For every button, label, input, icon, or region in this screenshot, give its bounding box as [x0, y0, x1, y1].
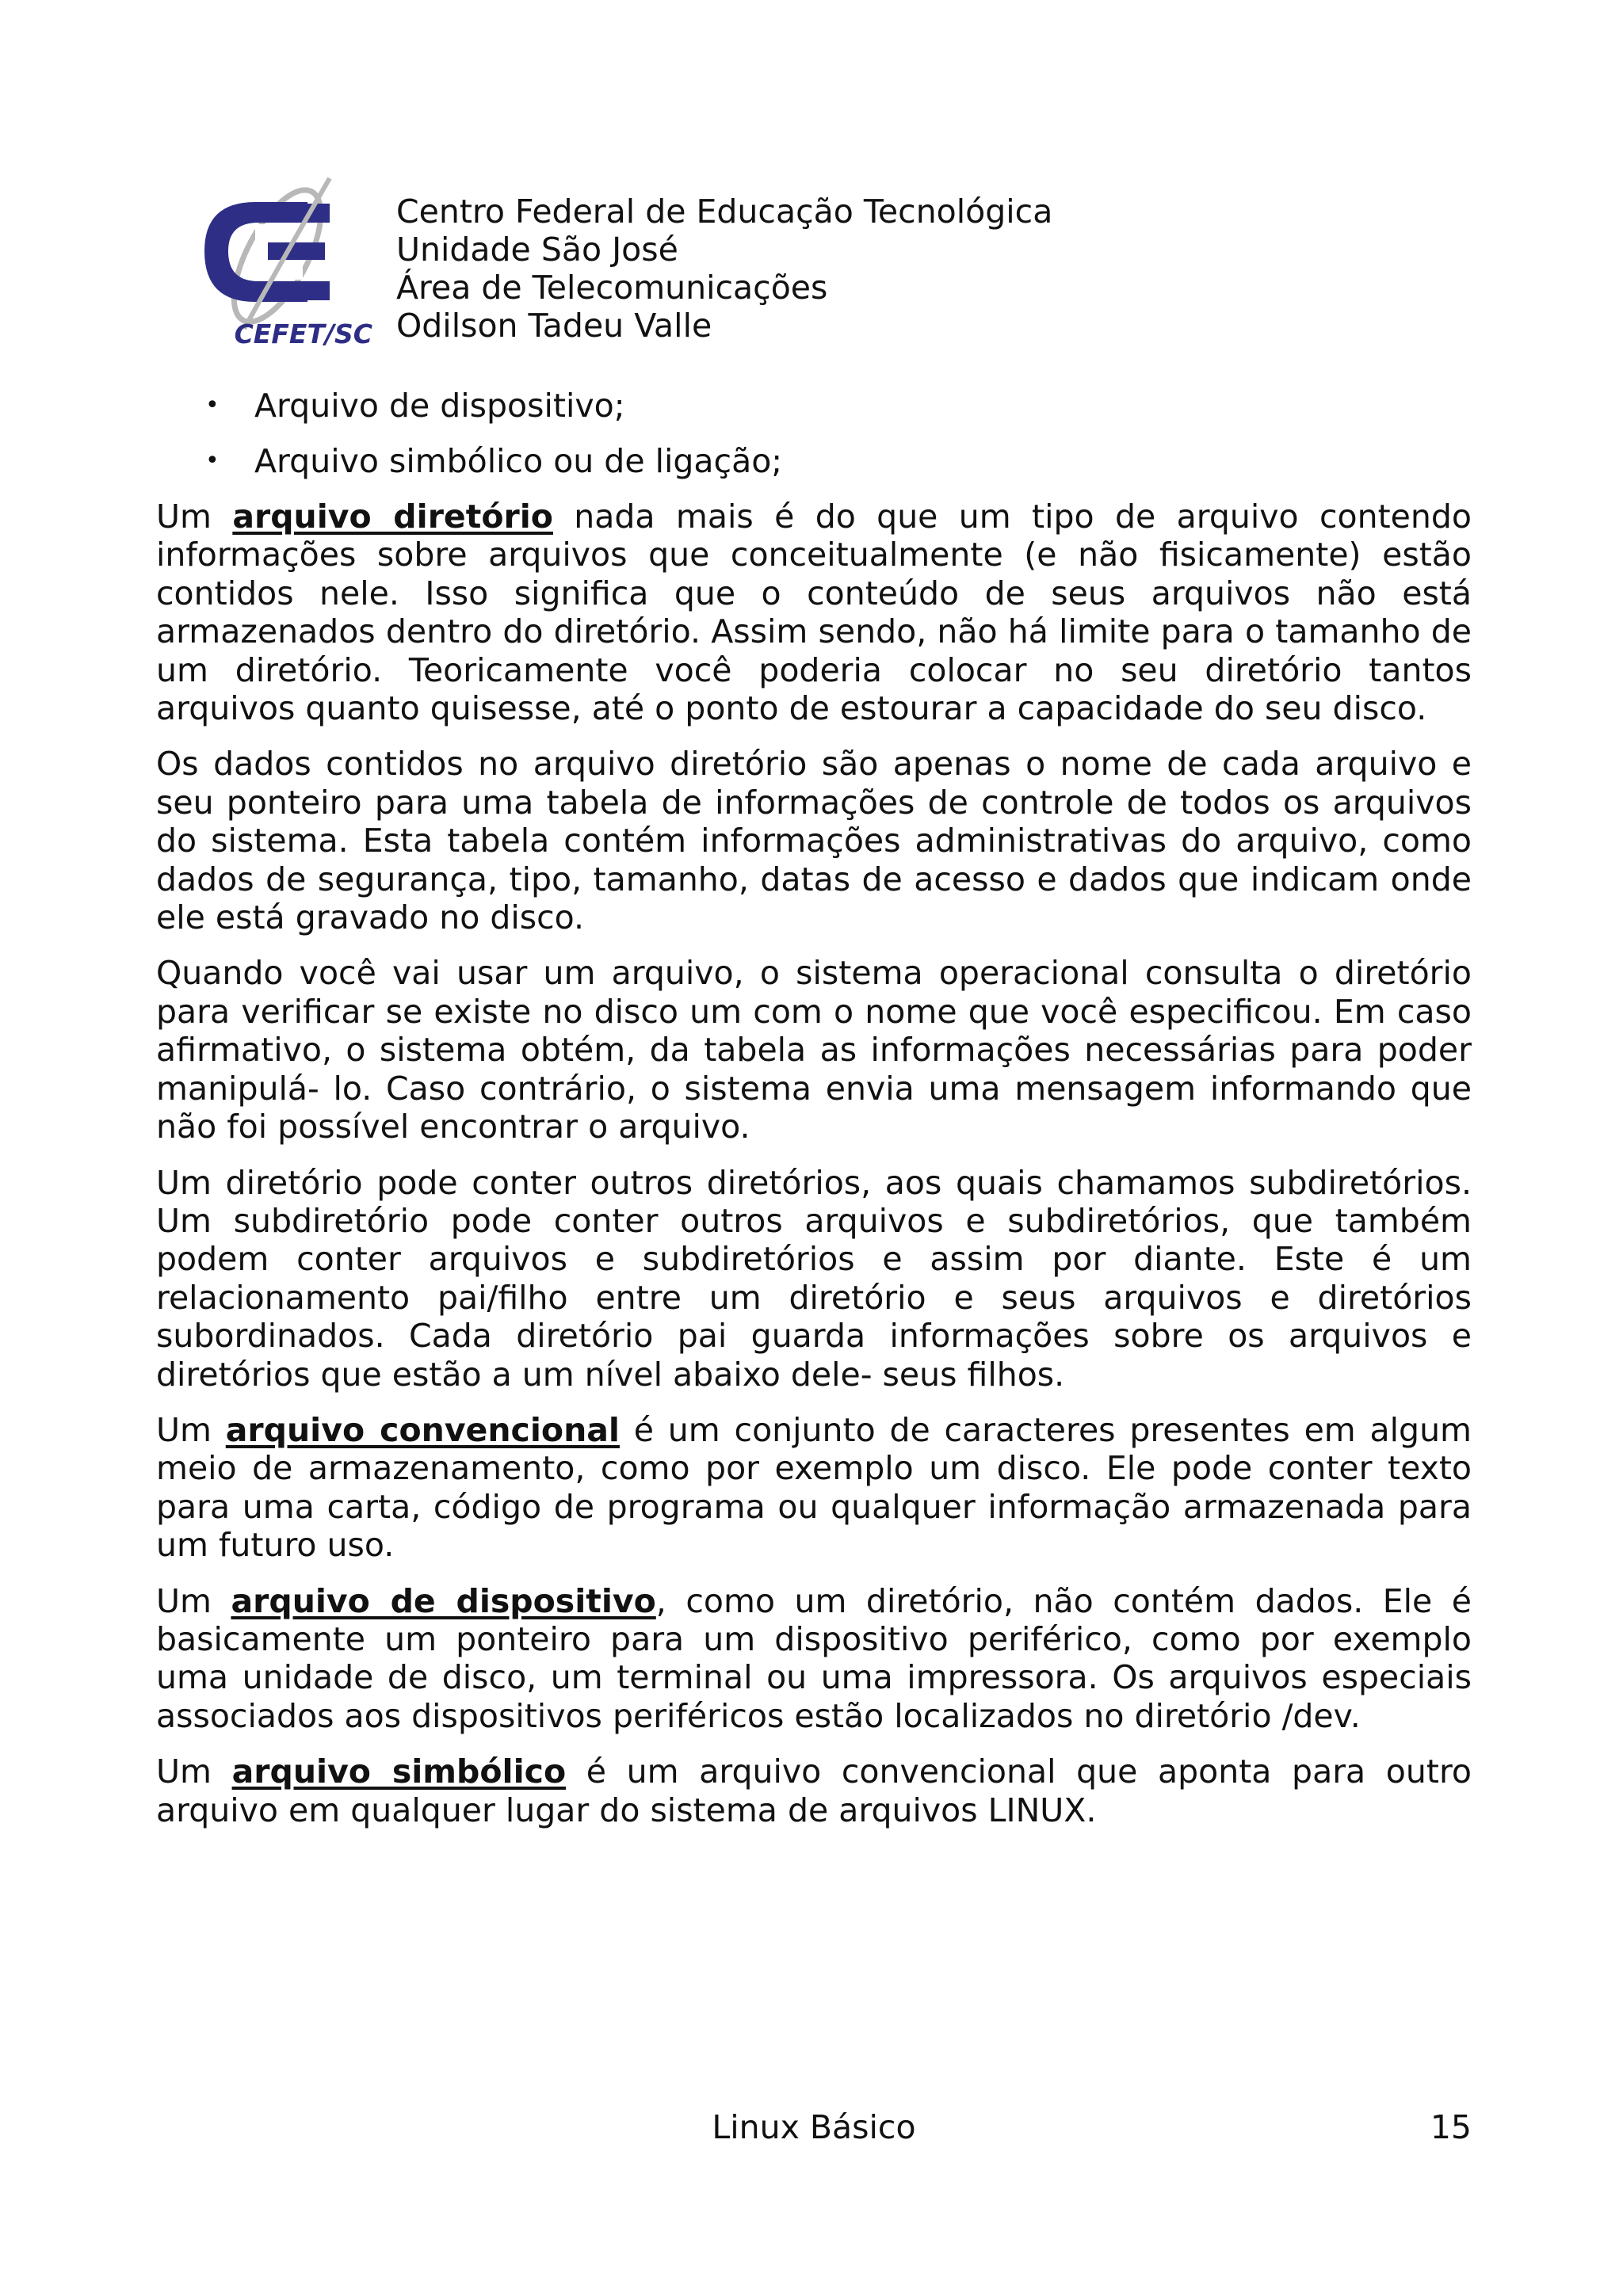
term-arquivo-convencional: arquivo convencional: [225, 1410, 620, 1449]
paragraph-lead: Um: [156, 498, 233, 536]
bullet-icon: •: [205, 391, 220, 419]
paragraph-lead: Um: [156, 1581, 231, 1620]
header-lines: [396, 193, 1052, 345]
bullet-icon: •: [205, 447, 220, 475]
paragraph-lead: Um: [156, 1410, 226, 1449]
term-arquivo-diretorio: arquivo diretório: [232, 498, 553, 536]
header-line-institution: Centro Federal de Educação Tecnológica: [396, 193, 1053, 231]
bullet-text: Arquivo de dispositivo;: [254, 387, 625, 425]
paragraph-arquivo-diretorio: [156, 498, 1472, 727]
paragraph-text: é um conjunto de caracteres presentes em algum meio de armazenamento, como por exemplo um disco. Ele pode conter texto para uma carta, código de programa ou qualquer informação armazenada para um futuro uso.: [156, 1410, 1472, 1565]
term-arquivo-dispositivo: arquivo de dispositivo: [231, 1581, 656, 1620]
paragraph-text: , como um diretório, não contém dados. Ele é basicamente um ponteiro para um dispositivo periférico, como por exemplo uma unidade de disco, um terminal ou uma impressora. Os arquivos especiais associados aos dispositivos periféricos estão localizados no diretório /dev.: [156, 1581, 1472, 1735]
paragraph-arquivo-dispositivo: [156, 1582, 1472, 1736]
bullet-list: [156, 387, 1472, 480]
page-content: [156, 387, 1472, 1847]
bullet-text: Arquivo simbólico ou de ligação;: [254, 442, 783, 480]
list-item: [156, 442, 1472, 480]
paragraph-arquivo-convencional: [156, 1411, 1472, 1565]
header-line-area: Área de Telecomunicações: [396, 269, 828, 307]
paragraph-dados-diretorio: Os dados contidos no arquivo diretório são apenas o nome de cada arquivo e seu ponteiro para uma tabela de informações de controle de todos os arquivos do sistema. Esta tabela contém informações administrativas do arquivo, como dados de segurança, tipo, tamanho, datas de acesso e dados que indicam onde ele está gravado no disco.: [156, 745, 1472, 937]
page-header: [189, 162, 1536, 360]
footer-title: Linux Básico: [712, 2108, 916, 2146]
logo-text: CEFET/SC: [234, 318, 372, 349]
cefet-sc-logo-icon: [189, 162, 379, 357]
term-arquivo-simbolico: arquivo simbólico: [231, 1753, 567, 1791]
page-number: 15: [1430, 2108, 1472, 2146]
paragraph-lead: Um: [156, 1753, 232, 1791]
page-footer: [156, 2107, 1472, 2147]
paragraph-text: nada mais é do que um tipo de arquivo contendo informações sobre arquivos que conceitualmente (e não fisicamente) estão contidos nele. Isso significa que o conteúdo de seus arquivos não está armazenados dentro do diretório. Assim sendo, não há limite para o tamanho de um diretório. Teoricamente você poderia colocar no seu diretório tantos arquivos quanto quisesse, até o ponto de estourar a capacidade do seu disco.: [156, 498, 1472, 728]
list-item: [156, 387, 1472, 425]
header-line-unit: Unidade São José: [396, 231, 678, 269]
paragraph-arquivo-simbolico: [156, 1753, 1472, 1829]
paragraph-text: é um arquivo convencional que aponta para outro arquivo em qualquer lugar do sistema de arquivos LINUX.: [156, 1753, 1472, 1829]
header-line-author: Odilson Tadeu Valle: [396, 307, 712, 345]
paragraph-subdiretorios: Um diretório pode conter outros diretórios, aos quais chamamos subdiretórios. Um subdiretório pode conter outros arquivos e subdiretórios, que também podem conter arquivos e subdiretórios e assim por diante. Este é um relacionamento pai/filho entre um diretório e seus arquivos e diretórios subordinados. Cada diretório pai guarda informações sobre os arquivos e diretórios que estão a um nível abaixo dele- seus filhos.: [156, 1163, 1472, 1394]
paragraph-uso-arquivo: Quando você vai usar um arquivo, o sistema operacional consulta o diretório para verificar se existe no disco um com o nome que você especificou. Em caso afirmativo, o sistema obtém, da tabela as informações necessárias para poder manipulá- lo. Caso contrário, o sistema envia uma mensagem informando que não foi possível encontrar o arquivo.: [156, 954, 1472, 1146]
